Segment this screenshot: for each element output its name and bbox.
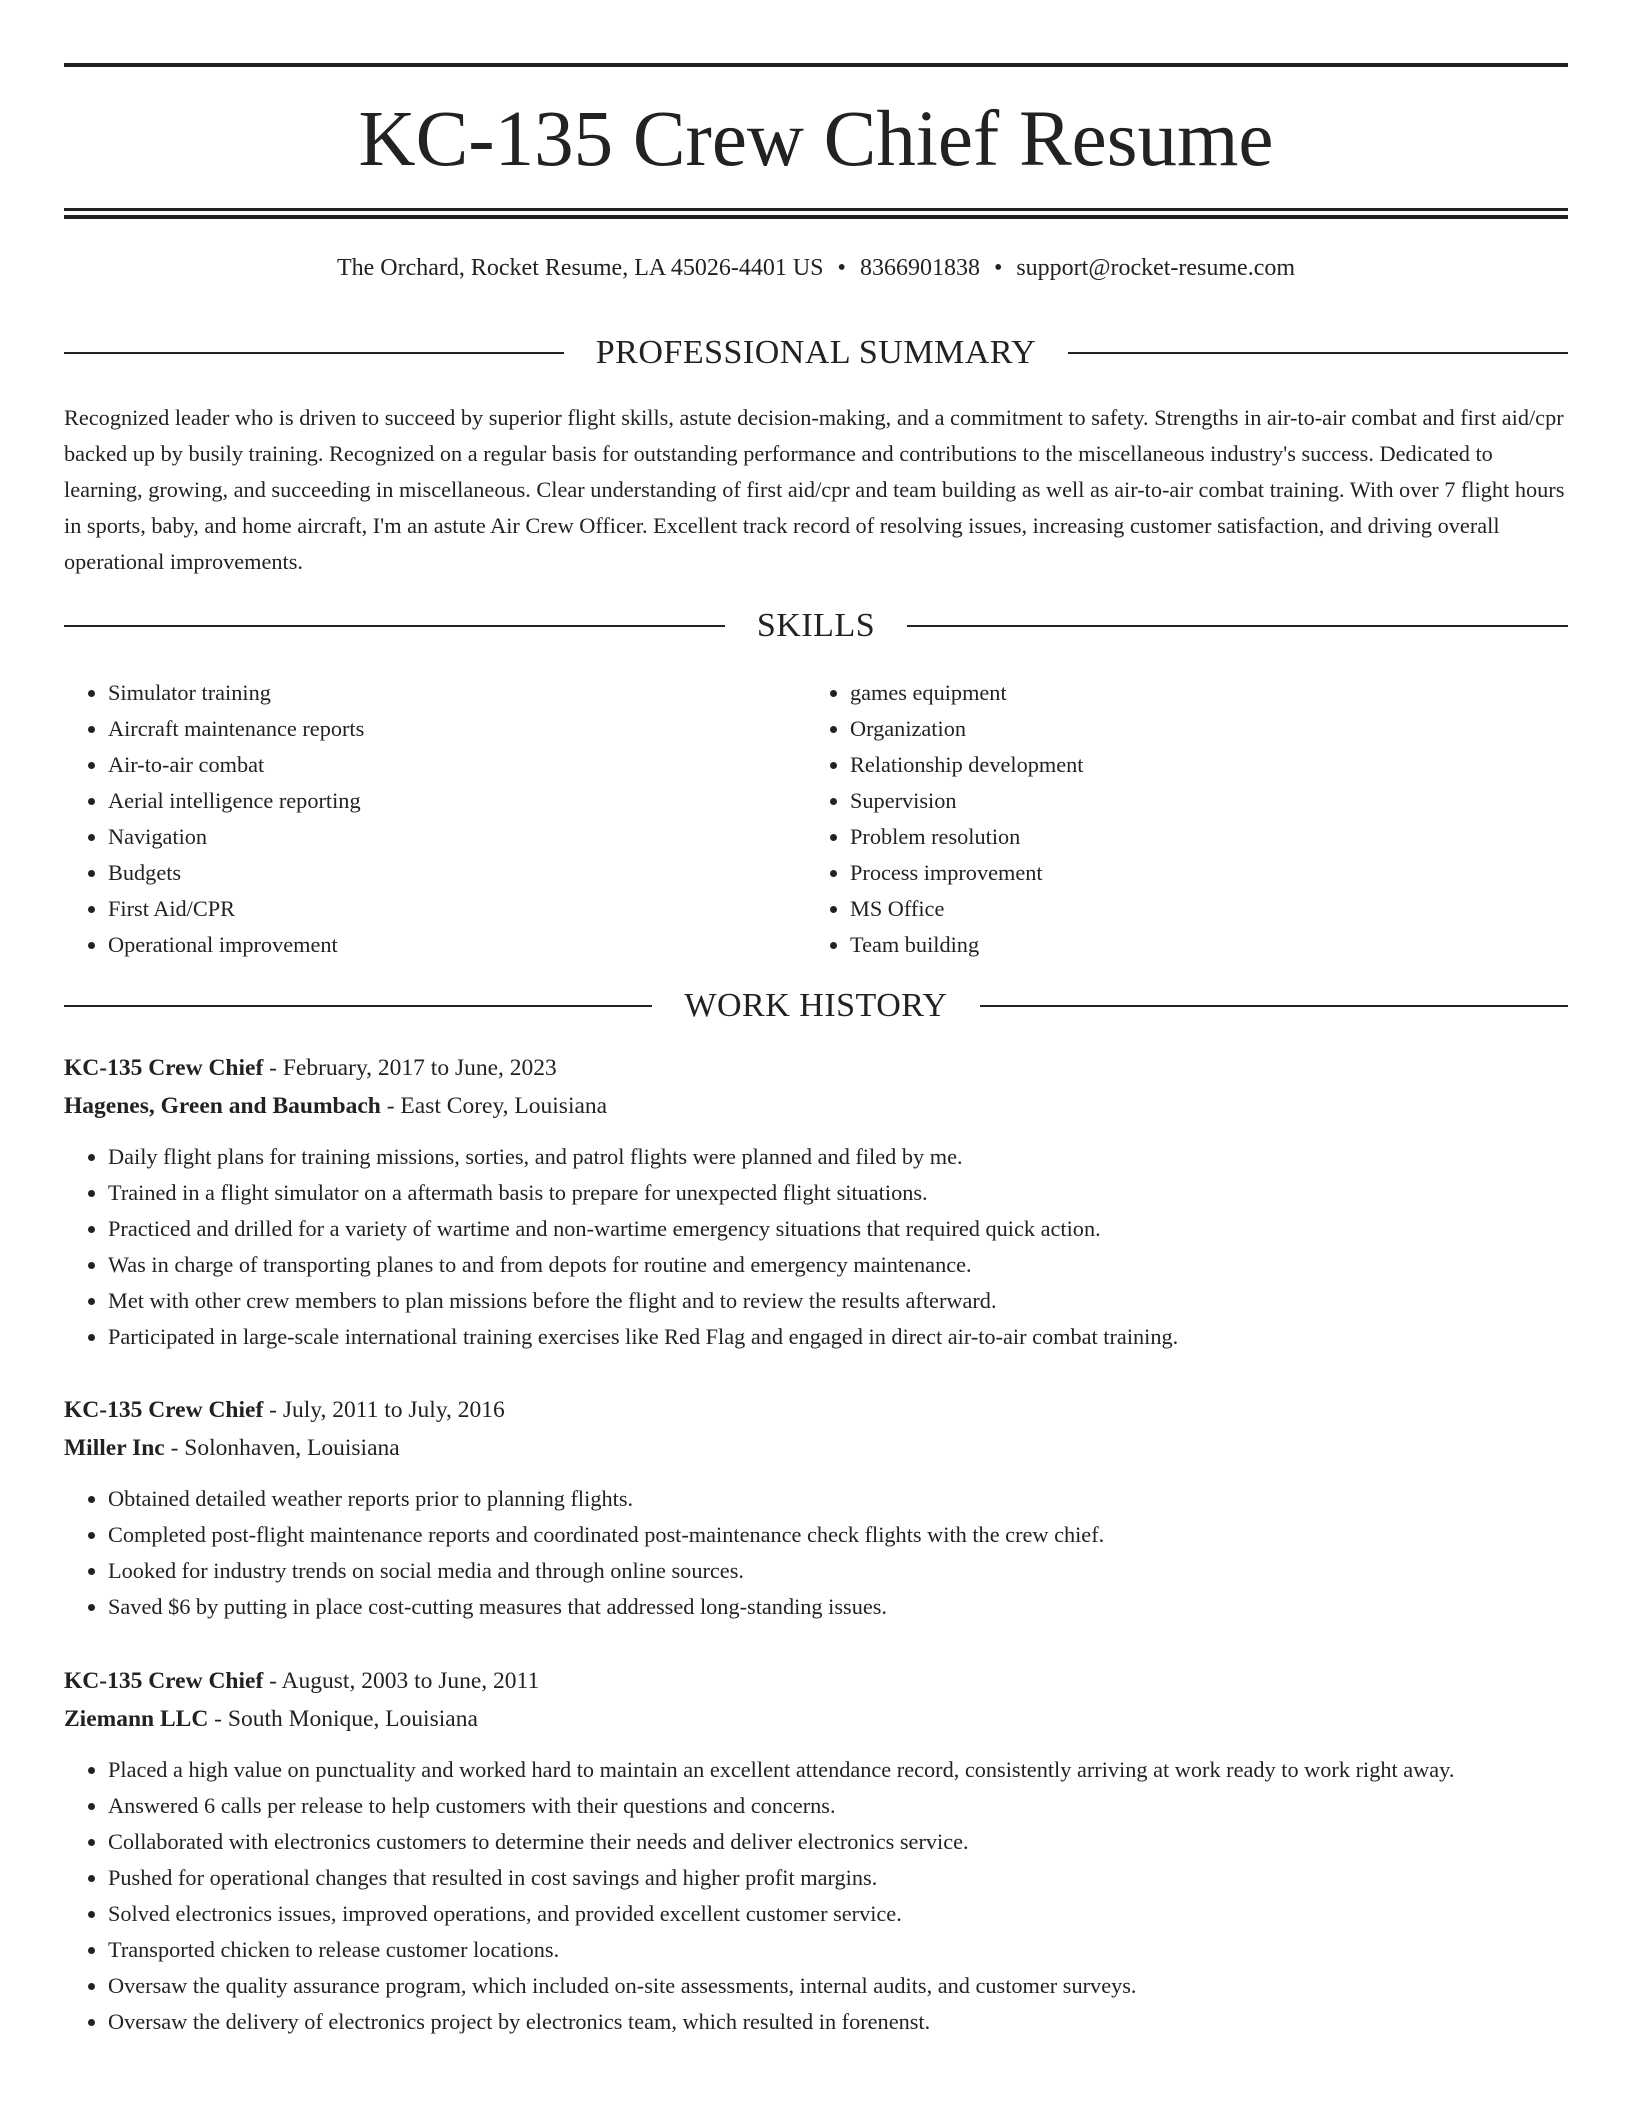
list-item: • Solved electronics issues, improved operations, and provided excellent customer service.: [108, 1896, 1568, 1932]
list-item: • Process improvement: [850, 855, 1546, 891]
job-bullets: [64, 1139, 1568, 1355]
list-item: • games equipment: [850, 675, 1546, 711]
section-title: SKILLS: [756, 607, 876, 644]
job-location: - East Corey, Louisiana: [380, 1093, 608, 1119]
job-title: KC-135 Crew Chief: [64, 1668, 264, 1694]
list-item: • MS Office: [850, 891, 1546, 927]
list-item: • First Aid/CPR: [108, 891, 804, 927]
skills-column-left: [64, 675, 804, 963]
job-location: - South Monique, Louisiana: [208, 1706, 478, 1732]
section-rule-right: [907, 625, 1568, 627]
list-item: • Organization: [850, 711, 1546, 747]
skills-list: [64, 675, 804, 963]
list-item: • Completed post-flight maintenance reports and coordinated post-maintenance check flights with the crew chief.: [108, 1517, 1568, 1553]
skills-list: [806, 675, 1546, 963]
job-title-line: [64, 1662, 1568, 1700]
job-bullets: [64, 1752, 1568, 2040]
list-item: • Transported chicken to release customer locations.: [108, 1932, 1568, 1968]
list-item: • Obtained detailed weather reports prior to planning flights.: [108, 1481, 1568, 1517]
section-rule-left: [64, 625, 725, 627]
section-title: PROFESSIONAL SUMMARY: [595, 334, 1037, 371]
section-header-work-history: [64, 986, 1568, 1026]
list-item: • Operational improvement: [108, 927, 804, 963]
header-top-rule: [64, 63, 1568, 67]
list-item: • Problem resolution: [850, 819, 1546, 855]
header-bottom-rule: [64, 208, 1568, 211]
contact-phone: 8366901838: [859, 255, 980, 281]
section-rule-left: [64, 1005, 652, 1007]
list-item: • Collaborated with electronics customers to determine their needs and deliver electronics service.: [108, 1824, 1568, 1860]
job-title: KC-135 Crew Chief: [64, 1055, 264, 1081]
list-item: • Looked for industry trends on social media and through online sources.: [108, 1553, 1568, 1589]
contact-email: support@rocket-resume.com: [1016, 255, 1296, 281]
job-dates: - August, 2003 to June, 2011: [263, 1668, 540, 1694]
skills-column-right: [806, 675, 1546, 963]
header-bottom-rule-second: [64, 215, 1568, 219]
job-company-line: [64, 1700, 1568, 1738]
list-item: • Oversaw the quality assurance program, which included on-site assessments, internal audits, and customer surveys.: [108, 1968, 1568, 2004]
contact-separator: •: [993, 255, 1003, 281]
section-header-summary: [64, 333, 1568, 373]
job-location: - Solonhaven, Louisiana: [164, 1435, 400, 1461]
list-item: • Aircraft maintenance reports: [108, 711, 804, 747]
job-entry: [64, 1662, 1568, 2040]
list-item: • Relationship development: [850, 747, 1546, 783]
list-item: • Daily flight plans for training missions, sorties, and patrol flights were planned and filed by me.: [108, 1139, 1568, 1175]
section-header-skills: [64, 606, 1568, 646]
list-item: • Trained in a flight simulator on a aftermath basis to prepare for unexpected flight situations.: [108, 1175, 1568, 1211]
list-item: • Met with other crew members to plan missions before the flight and to review the results afterward.: [108, 1283, 1568, 1319]
resume-title: KC-135 Crew Chief Resume: [358, 96, 1274, 183]
summary-text: Recognized leader who is driven to succeed by superior flight skills, astute decision-making, and a commitment to safety. Strengths in air-to-air combat and first aid/cpr backed up by busily training. Recognized on a regular basis for outstanding performance and contributions to the miscellaneous industry's success. Dedicated to learning, growing, and succeeding in miscellaneous. Clear understanding of first aid/cpr and team building as well as air-to-air combat training. With over 7 flight hours in sports, baby, and home aircraft, I'm an astute Air Crew Officer. Excellent track record of resolving issues, increasing customer satisfaction, and driving overall operational improvements.: [64, 405, 1565, 574]
list-item: • Aerial intelligence reporting: [108, 783, 804, 819]
job-entry: [64, 1391, 1568, 1625]
list-item: • Saved $6 by putting in place cost-cutting measures that addressed long-standing issues.: [108, 1589, 1568, 1625]
job-company-line: [64, 1429, 1568, 1467]
section-rule-right: [980, 1005, 1568, 1007]
list-item: • Team building: [850, 927, 1546, 963]
list-item: • Air-to-air combat: [108, 747, 804, 783]
job-title-line: [64, 1049, 1568, 1087]
list-item: • Oversaw the delivery of electronics project by electronics team, which resulted in forenenst.: [108, 2004, 1568, 2040]
job-bullets: [64, 1481, 1568, 1625]
list-item: • Supervision: [850, 783, 1546, 819]
job-dates: - July, 2011 to July, 2016: [263, 1397, 505, 1423]
job-company: Ziemann LLC: [64, 1706, 209, 1732]
job-title-line: [64, 1391, 1568, 1429]
section-title: WORK HISTORY: [684, 987, 948, 1024]
contact-separator: •: [837, 255, 846, 281]
job-company: Hagenes, Green and Baumbach: [64, 1093, 381, 1119]
job-entry: [64, 1049, 1568, 1355]
list-item: • Placed a high value on punctuality and worked hard to maintain an excellent attendance record, consistently arriving at work ready to work right away.: [108, 1752, 1568, 1788]
list-item: • Pushed for operational changes that resulted in cost savings and higher profit margins.: [108, 1860, 1568, 1896]
job-company: Miller Inc: [64, 1435, 165, 1461]
list-item: • Answered 6 calls per release to help customers with their questions and concerns.: [108, 1788, 1568, 1824]
contact-line: [64, 253, 1568, 283]
list-item: • Participated in large-scale international training exercises like Red Flag and engaged in direct air-to-air combat training.: [108, 1319, 1568, 1355]
list-item: • Simulator training: [108, 675, 804, 711]
list-item: • Was in charge of transporting planes to and from depots for routine and emergency maintenance.: [108, 1247, 1568, 1283]
section-rule-right: [1068, 352, 1568, 354]
contact-address: The Orchard, Rocket Resume, LA 45026-4401 US: [336, 255, 824, 281]
list-item: • Practiced and drilled for a variety of wartime and non-wartime emergency situations that required quick action.: [108, 1211, 1568, 1247]
list-item: • Budgets: [108, 855, 804, 891]
job-company-line: [64, 1087, 1568, 1125]
section-rule-left: [64, 352, 564, 354]
list-item: • Navigation: [108, 819, 804, 855]
job-title: KC-135 Crew Chief: [64, 1397, 264, 1423]
job-dates: - February, 2017 to June, 2023: [263, 1055, 557, 1081]
